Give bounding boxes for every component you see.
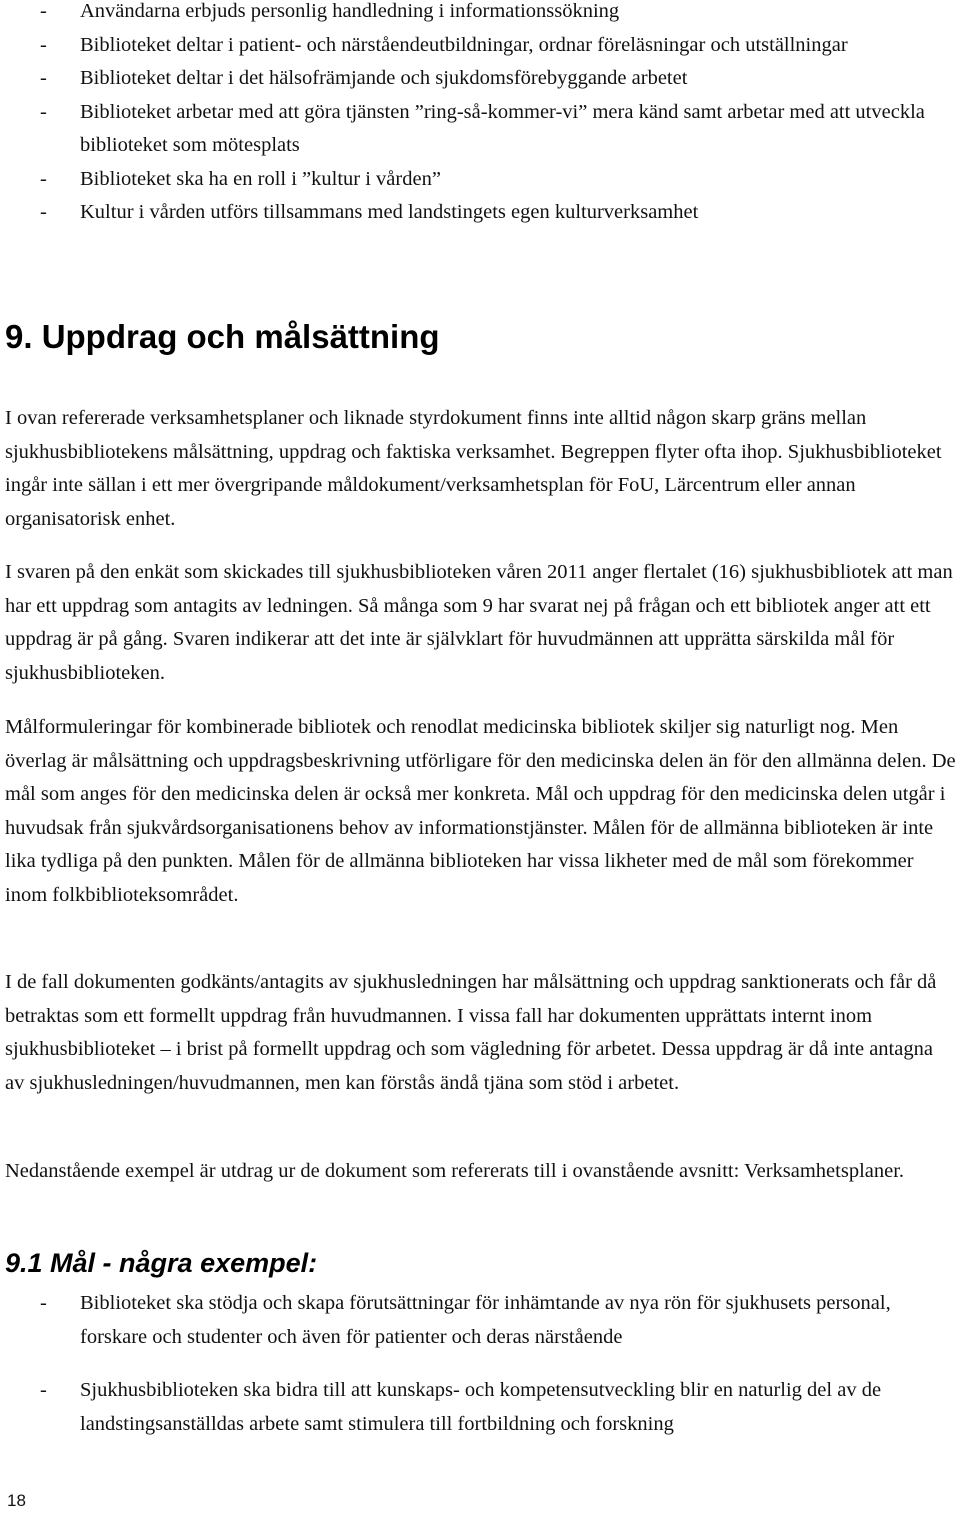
list-item-text: Biblioteket deltar i patient- och närståendeutbildningar, ordnar föreläsningar och utställningar [80, 33, 848, 56]
paragraph: Målformuleringar för kombinerade bibliotek och renodlat medicinska bibliotek skiljer sig naturligt nog. Men överlag är målsättning och uppdragsbeskrivning utförligare för den medicinska delen än för den allmänna delen. De mål som anges för den medicinska delen är också mer konkreta. Mål och uppdrag för den medicinska delen utgår i huvudsak från sjukvårdsorganisationens behov av informationstjänster. Målen för de allmänna biblioteken är inte lika tydliga på den punkten. Målen för de allmänna biblioteken har vissa likheter med de mål som förekommer inom folkbiblioteksområdet. [5, 716, 956, 906]
bullet-dash: - [40, 0, 47, 22]
goals-bullet-list [0, 1287, 960, 1441]
list-item-text: Användarna erbjuds personlig handledning i informationssökning [80, 0, 620, 22]
list-item-text: Kultur i vården utförs tillsammans med landstingets egen kulturverksamhet [80, 201, 699, 223]
paragraph: Nedanstående exempel är utdrag ur de dokument som refererats till i ovanstående avsnitt: Verksamhetsplaner. [5, 1160, 905, 1182]
bullet-dash: - [40, 1292, 47, 1314]
list-item [0, 62, 960, 96]
bullet-dash: - [40, 33, 47, 56]
list-item-text: Sjukhusbiblioteken ska bidra till att kunskaps- och kompetensutveckling blir en naturlig del av de landstingsanställdas arbete samt stimulera till fortbildning och forskning [80, 1379, 882, 1435]
list-item-text: Biblioteket deltar i det hälsofrämjande och sjukdomsförebyggande arbetet [80, 67, 688, 89]
list-item-text: Biblioteket arbetar med att göra tjänsten ”ring-så-kommer-vi” mera känd samt arbetar med att utveckla biblioteket som mötesplats [80, 100, 925, 156]
bullet-dash: - [40, 67, 47, 89]
section-heading: 9. Uppdrag och målsättning [5, 318, 440, 355]
paragraph: I de fall dokumenten godkänts/antagits av sjukhusledningen har målsättning och uppdrag sanktionerats och får då betraktas som ett formellt uppdrag från huvudmannen. I vissa fall har dokumenten upprättats internt inom sjukhusbiblioteket – i brist på formellt uppdrag och som vägledning för arbetet. Dessa uppdrag är då inte antagna av sjukhusledningen/huvudmannen, men kan förstås ändå tjäna som stöd i arbetet. [5, 971, 937, 1094]
paragraph: I svaren på den enkät som skickades till sjukhusbiblioteken våren 2011 anger flertalet (16) sjukhusbibliotek att man har ett uppdrag som antagits av ledningen. Så många som 9 har svarat nej på frågan och ett bibliotek anger att ett uppdrag är på gång. Svaren indikerar att det inte är självklart för huvudmännen att upprätta särskilda mål för sjukhusbiblioteken. [5, 561, 953, 684]
list-item-text: Biblioteket ska stödja och skapa förutsättningar för inhämtande av nya rön för sjukhusets personal, forskare och studenter och även för patienter och deras närstående [80, 1292, 891, 1348]
list-item-text: Biblioteket ska ha en roll i ”kultur i vården” [80, 167, 441, 190]
page-number: 18 [7, 1491, 26, 1510]
bullet-dash: - [40, 1379, 47, 1401]
bullet-dash: - [40, 100, 47, 123]
top-bullet-list [0, 0, 960, 230]
bullet-dash: - [40, 167, 47, 190]
list-item [0, 163, 960, 197]
list-item [0, 0, 960, 29]
subsection-heading: 9.1 Mål - några exempel: [5, 1248, 318, 1278]
list-item [0, 29, 960, 63]
bullet-dash: - [40, 201, 47, 223]
list-item [0, 1287, 960, 1354]
list-item [0, 96, 960, 163]
list-item [0, 1374, 960, 1441]
list-item [0, 196, 960, 230]
paragraph: I ovan refererade verksamhetsplaner och liknade styrdokument finns inte alltid någon skarp gräns mellan sjukhusbibliotekens målsättning, uppdrag och faktiska verksamhet. Begreppen flyter ofta ihop. Sjukhusbiblioteket ingår inte sällan i ett mer övergripande måldokument/verksamhetsplan för FoU, Lärcentrum eller annan organisatorisk enhet. [5, 407, 942, 530]
